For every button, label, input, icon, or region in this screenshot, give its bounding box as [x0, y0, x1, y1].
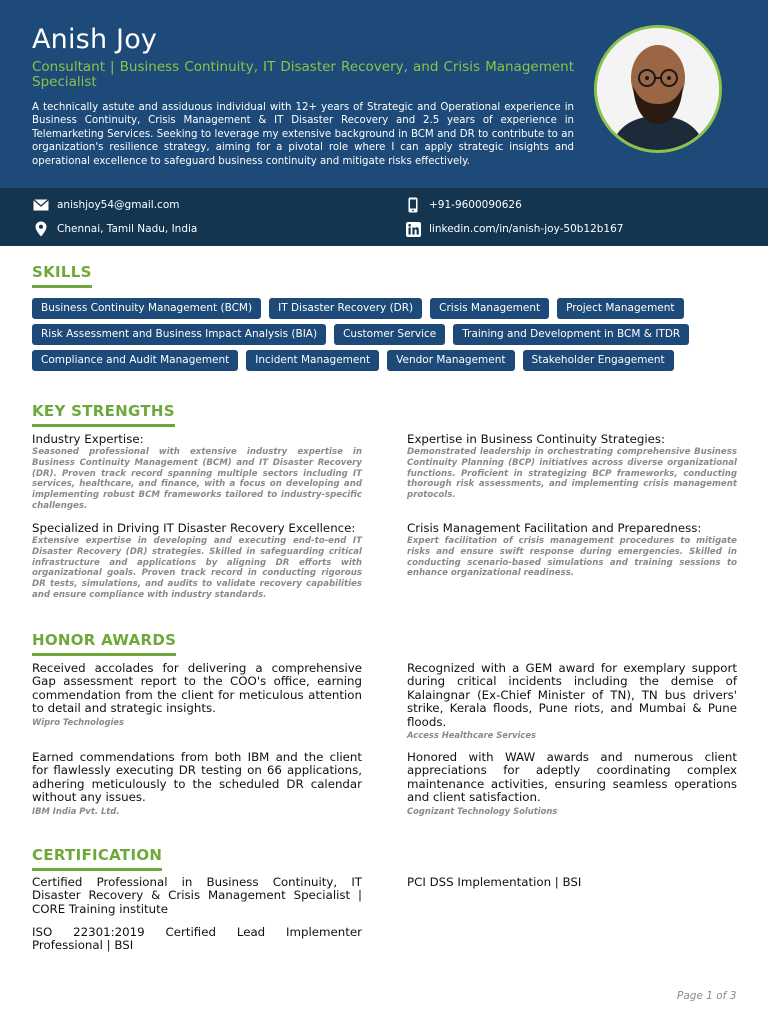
award-item [407, 662, 737, 740]
certification-item: PCI DSS Implementation | BSI [407, 875, 582, 889]
strength-item [32, 521, 362, 601]
award-organization: Access Healthcare Services [407, 730, 537, 741]
contact-bar [0, 188, 768, 246]
strength-title: Expertise in Business Continuity Strategies: [407, 432, 666, 446]
honor-awards-heading: HONOR AWARDS [32, 631, 176, 656]
avatar-portrait-icon [597, 28, 719, 150]
skill-chip: Compliance and Audit Management [32, 350, 238, 371]
location-text: Chennai, Tamil Nadu, India [57, 223, 198, 235]
skills-list [32, 298, 732, 376]
strength-title: Specialized in Driving IT Disaster Recovery Excellence: [32, 521, 356, 535]
award-organization: Wipro Technologies [32, 716, 125, 727]
skills-row [32, 350, 732, 371]
strength-description: Extensive expertise in developing and executing end-to-end IT Disaster Recovery (DR) strategies. Skilled in safeguarding critical infrastructure and applications by aligning DR efforts with organizational goals. Proven track record in conducting rigorous DR tests, simulations, and audits to validate recovery capabilities and ensure compliance with industry standards. [32, 536, 362, 600]
phone-text: +91-9600090626 [429, 199, 522, 211]
strength-item [407, 521, 737, 579]
linkedin-text: linkedin.com/in/anish-joy-50b12b167 [429, 223, 624, 235]
skill-chip: Project Management [557, 298, 683, 319]
linkedin-icon [405, 221, 421, 237]
award-item [32, 751, 362, 816]
skill-chip: Vendor Management [387, 350, 514, 371]
skill-chip: Business Continuity Management (BCM) [32, 298, 261, 319]
award-organization: Cognizant Technology Solutions [407, 805, 558, 816]
strength-description: Demonstrated leadership in orchestrating comprehensive Business Continuity Planning (BCP) initiatives across diverse organizational functions. Proficient in strategizing BCP frameworks, conducting thorough risk assessments, and implementing crisis management protocols. [407, 447, 737, 501]
award-organization: IBM India Pvt. Ltd. [32, 805, 120, 816]
skill-chip: Training and Development in BCM & ITDR [453, 324, 689, 345]
candidate-role: Consultant | Business Continuity, IT Disaster Recovery, and Crisis Management Specialist [32, 59, 574, 90]
strength-description: Expert facilitation of crisis management procedures to mitigate risks and ensure swift response during emergencies. Skilled in conducting scenario-based simulations and training sessions to enhance organizational readiness. [407, 536, 737, 579]
contact-phone[interactable] [405, 197, 522, 213]
contact-linkedin[interactable] [405, 221, 623, 237]
profile-photo [594, 25, 722, 153]
strength-item [407, 432, 737, 501]
skills-row [32, 324, 732, 345]
award-text: Received accolades for delivering a comprehensive Gap assessment report to the COO's office, earning commendation from the client for meticulous attention to detail and strategic insights. [32, 661, 362, 716]
certification-item: Certified Professional in Business Continuity, IT Disaster Recovery & Crisis Management Specialist | CORE Training institute [32, 875, 362, 916]
award-text: Honored with WAW awards and numerous client appreciations for adeptly coordinating complex maintenance activities, ensuring seamless operations and client satisfaction. [407, 750, 737, 805]
award-text: Earned commendations from both IBM and the client for flawlessly executing DR testing on 66 applications, adhering meticulously to the scheduled DR calendar without any issues. [32, 750, 362, 805]
contact-email[interactable] [33, 197, 179, 213]
skill-chip: IT Disaster Recovery (DR) [269, 298, 422, 319]
strength-description: Seasoned professional with extensive industry expertise in Business Continuity Management (BCM) and IT Disaster Recovery (DR). Proven track record spanning multiple sectors including IT services, healthcare, and finance, with a focus on developing and implementing robust BCM frameworks tailored to industry-specific challenges. [32, 447, 362, 511]
award-text: Recognized with a GEM award for exemplary support during critical incidents including the demise of Kalaingnar (Ex-Chief Minister of TN), TN bus drivers' strike, Kerala floods, Pune riots, and Mumbai & Pune floods. [407, 661, 737, 729]
skills-heading: SKILLS [32, 263, 92, 288]
strength-title: Crisis Management Facilitation and Preparedness: [407, 521, 702, 535]
key-strengths-heading: KEY STRENGTHS [32, 402, 175, 427]
mail-icon [33, 197, 49, 213]
skill-chip: Stakeholder Engagement [523, 350, 674, 371]
certification-item: ISO 22301:2019 Certified Lead Implementer Professional | BSI [32, 925, 362, 953]
email-text: anishjoy54@gmail.com [57, 199, 180, 211]
skills-row [32, 298, 732, 319]
phone-icon [405, 197, 421, 213]
page-number: Page 1 of 3 [677, 990, 737, 1002]
skill-chip: Incident Management [246, 350, 379, 371]
award-item [32, 662, 362, 727]
skill-chip: Risk Assessment and Business Impact Analysis (BIA) [32, 324, 326, 345]
strength-item [32, 432, 362, 512]
profile-summary: A technically astute and assiduous individual with 12+ years of Strategic and Operational experience in Business Continuity, Crisis Management & IT Disaster Recovery and 2.5 years of experience in Telemarketing Services. Seeking to leverage my extensive background in BCM and DR to contribute to an organization's resilience strategy, aiming for a pivotal role where I can apply strategic insights and operational excellence to safeguard business continuity and mitigate risks effectively. [32, 102, 574, 167]
strength-title: Industry Expertise: [32, 432, 144, 446]
certification-heading: CERTIFICATION [32, 846, 162, 871]
contact-location [33, 221, 197, 237]
location-pin-icon [33, 221, 49, 237]
resume-header [0, 0, 768, 188]
candidate-name: Anish Joy [32, 24, 158, 55]
skill-chip: Crisis Management [430, 298, 549, 319]
award-item [407, 751, 737, 816]
skill-chip: Customer Service [334, 324, 445, 345]
